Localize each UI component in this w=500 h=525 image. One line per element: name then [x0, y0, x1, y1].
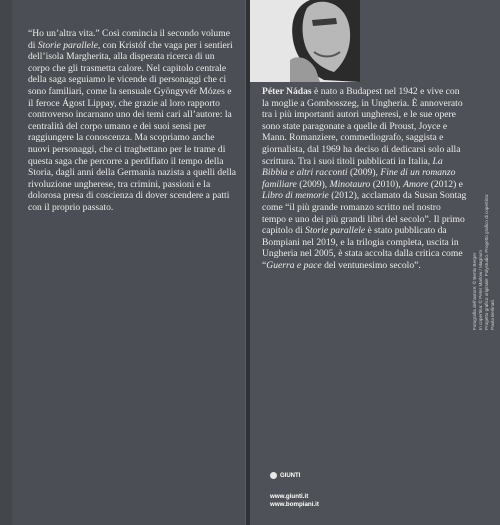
credit-line-design: Progetto grafico originale: Polystudio. Progetto grafico di copertina: Paola Berlinati. [484, 193, 495, 330]
publisher-urls [270, 493, 390, 509]
publisher-block [270, 472, 390, 509]
giunti-logo-icon [270, 472, 277, 479]
synopsis-paragraph: “Ho un’altra vita.” Così comincia il secondo volume di Storie parallele, con Kristóf che vaga per i sentieri dell’isola Margherita, alla disperata ricerca di un corpo che gli trasmetta calore. Nel capitolo centrale della saga seguiamo le vicende di personaggi che ci sono familiari, come la sensuale Gyöngyvér Mózes e il feroce Ágost Lippay, che grazie al loro rapporto controverso incarnano uno dei temi cari all’autore: la centralità del corpo umano e dei suoi sensi per raggiungere la conoscenza. Ma scopriamo anche nuovi personaggi, che ci traghettano per le trame di questa saga che percorre a perdifiato il tempo della Storia, dagli anni della Germania nazista a quelli della rivoluzione ungherese, tra crimini, passioni e la dolorosa presa di coscienza di dover scendere a patti con il proprio passato. [28, 28, 237, 213]
credit-line-photo: Fotografia dell’autore: © Bertis Berger [472, 252, 477, 330]
credit-line-cover: In copertina: © Peter Marlow / Magnum [478, 250, 483, 330]
credits-block [472, 190, 496, 330]
author-bio-paragraph: Péter Nádas è nato a Budapest nel 1942 e vive con la moglie a Gombosszeg, in Ungheria. È annoverato tra i più importanti autori ungheresi, e le sue opere sono state paragonate a quelle di Proust, Joyce e Mann. Romanziere, commediografo, saggista e giornalista, dal 1969 ha deciso di dedicarsi solo alla scrittura. Tra i suoi titoli pubblicati in Italia, La Bibbia e altri racconti (2009), Fine di un romanzo familiare (2009), Minotauro (2010), Amore (2012) e Libro di memorie (2012), acclamato da Susan Sontag come “il più grande romanzo scritto nel nostro tempo e uno dei più grandi libri del secolo”. Il primo capitolo di Storie parallele è stato pubblicato da Bompiani nel 2019, e la trilogia completa, uscita in Ungheria nel 2005, è stata accolta dalla critica come “Guerra e pace del ventunesimo secolo”. [262, 86, 467, 271]
giunti-url: www.giunti.it [270, 493, 309, 500]
giunti-logo-text: GIUNTI [280, 472, 301, 479]
giunti-logo [270, 472, 390, 479]
bompiani-url: www.bompiani.it [270, 501, 319, 508]
synopsis-text [28, 28, 238, 214]
author-portrait-image [250, 0, 360, 82]
spine-edge [0, 0, 12, 525]
author-photo [250, 0, 360, 82]
author-bio [262, 86, 467, 272]
